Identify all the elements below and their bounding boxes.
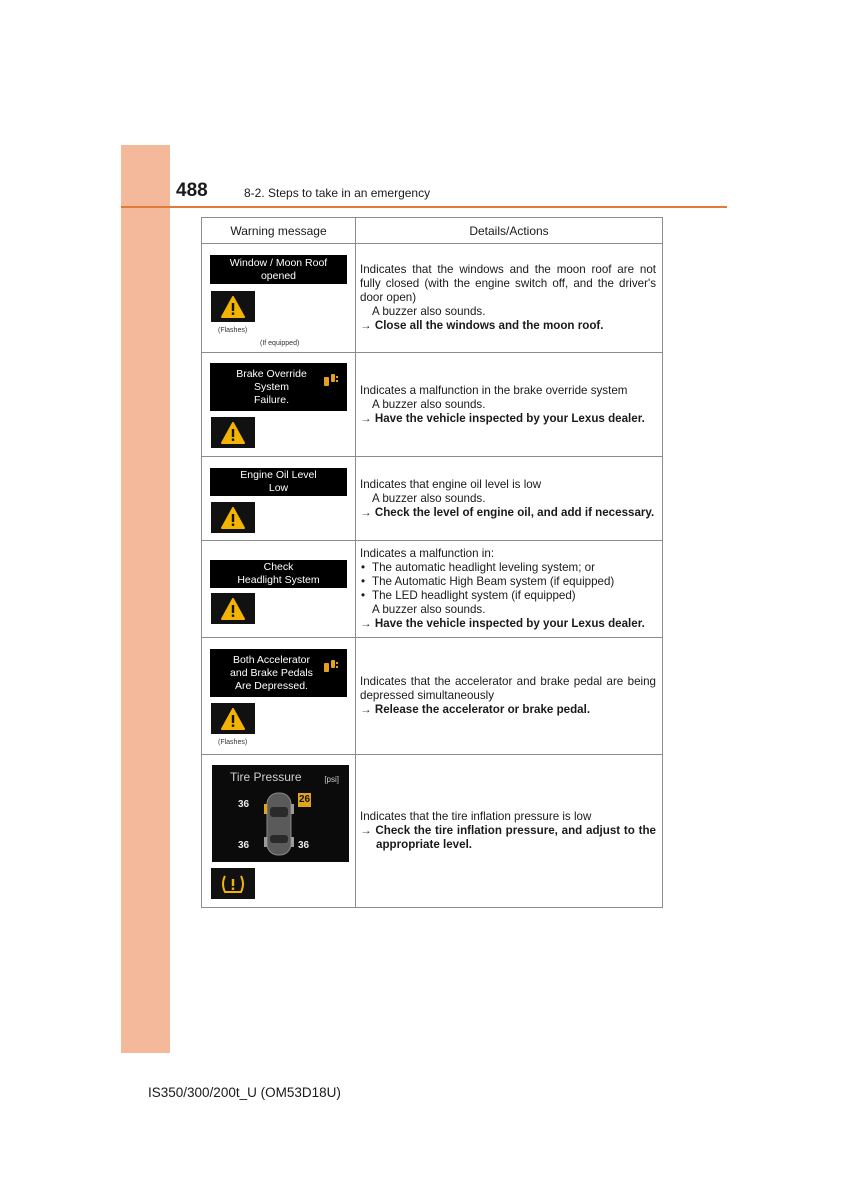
arrow-icon: → <box>360 824 372 837</box>
action-line <box>360 824 656 852</box>
detail-text: Indicates that the windows and the moon roof are not fully closed (with the engine switch off, and the driver's door open) <box>360 263 656 304</box>
arrow-icon: → <box>360 703 372 716</box>
arrow-icon: → <box>360 617 372 630</box>
action-text: Close all the windows and the moon roof. <box>374 319 604 332</box>
multi-info-display-message: Check Headlight System <box>210 560 347 588</box>
tire-pressure-title: Tire Pressure <box>230 770 302 784</box>
model-code-footer: IS350/300/200t_U (OM53D18U) <box>148 1085 341 1100</box>
list-item: • The automatic headlight leveling system; or <box>360 561 656 575</box>
warning-triangle-icon <box>211 593 255 624</box>
flashes-caption: (Flashes) <box>218 327 248 334</box>
action-text: Check the tire inflation pressure, and adjust to the appropriate level. <box>375 824 656 851</box>
arrow-icon: → <box>360 319 372 332</box>
buzzer-text: A buzzer also sounds. <box>372 305 486 318</box>
arrow-icon: → <box>360 411 372 425</box>
tire-pressure-unit: [psi] <box>324 775 339 784</box>
multi-info-display-message: Window / Moon Roof opened <box>210 255 347 284</box>
table-row <box>202 541 663 638</box>
table-row <box>202 353 663 457</box>
action-line <box>360 506 656 520</box>
rear-left-pressure: 36 <box>238 840 250 851</box>
warning-triangle-icon <box>211 502 255 533</box>
page-number: 488 <box>176 180 208 201</box>
table-row <box>202 244 663 353</box>
warning-message-cell <box>202 755 356 908</box>
detail-text: Indicates a malfunction in: <box>360 547 495 560</box>
tire-pressure-warning-icon <box>211 868 255 899</box>
detail-text: Indicates that engine oil level is low <box>360 477 542 491</box>
detail-text: Indicates that the accelerator and brake pedal are being depressed simultaneously <box>360 675 656 702</box>
warning-message-cell <box>202 457 356 541</box>
detail-text: Indicates that the tire inflation pressure is low <box>360 810 592 823</box>
warning-message-cell <box>202 638 356 755</box>
warning-triangle-icon <box>211 291 255 322</box>
details-actions-cell <box>356 638 663 755</box>
column-header-details-actions: Details/Actions <box>356 218 663 244</box>
details-actions-cell <box>356 457 663 541</box>
section-title: 8-2. Steps to take in an emergency <box>244 186 431 200</box>
details-actions-cell <box>356 353 663 457</box>
action-line <box>360 412 656 426</box>
multi-info-display-message: Brake Override System Failure. <box>210 363 347 411</box>
tire-pressure-display <box>212 765 349 862</box>
flashes-caption: (Flashes) <box>218 739 248 746</box>
brake-pedal-icon <box>321 371 341 389</box>
rear-right-pressure: 36 <box>298 840 310 851</box>
warning-message-cell <box>202 541 356 638</box>
action-line <box>360 703 656 717</box>
detail-text: Indicates a malfunction in the brake override system <box>360 383 628 397</box>
car-top-view-icon <box>264 791 294 857</box>
details-actions-cell <box>356 244 663 353</box>
action-text: Release the accelerator or brake pedal. <box>374 703 591 716</box>
buzzer-text: A buzzer also sounds. <box>372 397 486 411</box>
front-right-pressure: 26 <box>299 794 311 805</box>
multi-info-display-message: Both Accelerator and Brake Pedals Are Depressed. <box>210 649 347 697</box>
buzzer-text: A buzzer also sounds. <box>372 603 486 616</box>
list-item: • The Automatic High Beam system (if equipped) <box>360 575 656 589</box>
warning-message-cell <box>202 244 356 353</box>
buzzer-text: A buzzer also sounds. <box>372 491 486 505</box>
warning-triangle-icon <box>211 703 255 734</box>
action-line <box>360 319 656 333</box>
malfunction-list <box>360 561 656 603</box>
table-row <box>202 457 663 541</box>
action-text: Have the vehicle inspected by your Lexus dealer. <box>374 411 645 425</box>
if-equipped-caption: (If equipped) <box>260 340 300 347</box>
details-actions-cell <box>356 541 663 638</box>
action-text: Check the level of engine oil, and add if necessary. <box>374 505 655 519</box>
list-item: • The LED headlight system (if equipped) <box>360 589 656 603</box>
action-line <box>360 617 656 631</box>
table-row <box>202 638 663 755</box>
pedal-icon <box>321 657 341 675</box>
column-header-warning-message: Warning message <box>202 218 356 244</box>
header-rule <box>121 206 727 208</box>
warning-triangle-icon <box>211 417 255 448</box>
warning-message-cell <box>202 353 356 457</box>
arrow-icon: → <box>360 505 372 519</box>
front-left-pressure: 36 <box>238 799 250 810</box>
warning-message-table <box>201 217 663 908</box>
table-header-row <box>202 218 663 244</box>
action-text: Have the vehicle inspected by your Lexus dealer. <box>374 617 645 630</box>
table-row <box>202 755 663 908</box>
chapter-side-tab <box>121 145 170 1053</box>
multi-info-display-message: Engine Oil Level Low <box>210 468 347 496</box>
details-actions-cell <box>356 755 663 908</box>
